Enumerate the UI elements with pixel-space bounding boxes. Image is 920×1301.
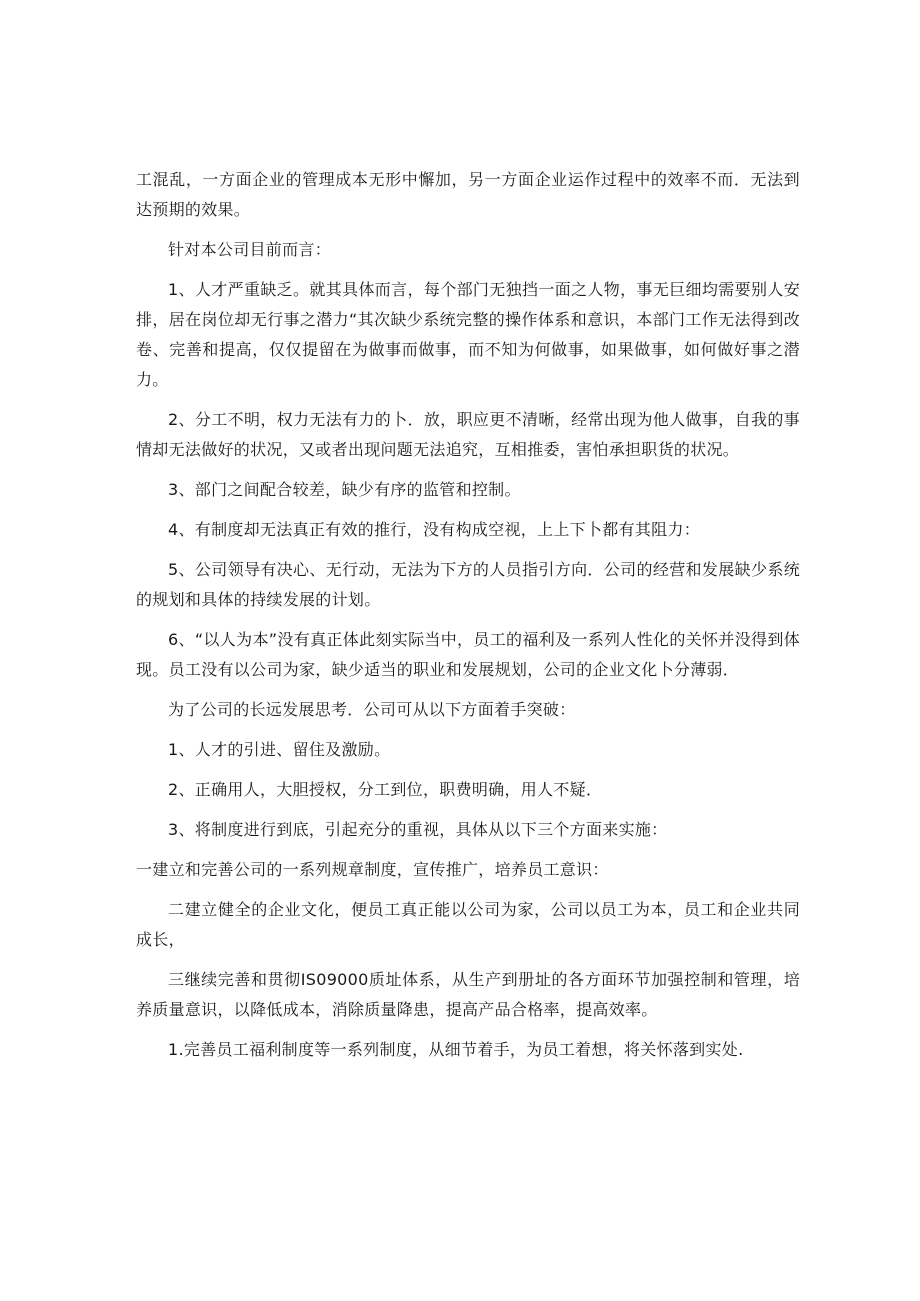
paragraph-solution-1: 1、人才的引进、留住及激励。 [168, 740, 391, 759]
paragraph-issue-4: 4、有制度却无法真正有效的推行，没有构成空视，上上下卜都有其阻力： [168, 520, 701, 539]
paragraph-issue-2: 2、分工不明，权力无法有力的卜．放，职应更不清晰，经常出现为他人做事，自我的事情却无法做好的状况，又或者出现问题无法追究，互相推委，害怕承担职货的状况。 [136, 410, 800, 459]
paragraph-solution-2: 2、正确用人，大胆授权，分工到位，职费明确，用人不疑． [168, 780, 603, 799]
paragraph-issue-5: 5、公司领导有决心、无行动，无法为下方的人员指引方向．公司的经营和发展缺少系统的规划和具体的持续发展的计划。 [136, 560, 800, 609]
paragraph-issue-1: 1、人才严重缺乏。就其具体而言，每个部门无独挡一面之人物，事无巨细均需要别人安排，居在岗位却无行事之潜力“其次缺少系统完整的操作体系和意识，本部门工作无法得到改卷、完善和提高，仅仅提留在为做事而做事，而不知为何做事，如果做事，如何做好事之潜力。 [136, 280, 800, 389]
paragraph-issue-3: 3、部门之间配合较差，缺少有序的监管和控制。 [168, 480, 521, 499]
paragraph-sub-1: 一建立和完善公司的一系列规章制度，宣传推广，培养员工意识： [136, 860, 609, 879]
paragraph-sub-2: 二建立健全的企业文化，便员工真正能以公司为家，公司以员工为本，员工和企业共同成长， [136, 900, 800, 949]
paragraph-solution-3: 3、将制度进行到底，引起充分的重视，具体从以下三个方面来实施： [168, 820, 668, 839]
paragraph-welfare: 1.完善员工福利制度等一系列制度，从细节着手，为员工着想，将关怀落到实处. [168, 1040, 744, 1059]
paragraph-sub-3: 三继续完善和贯彻IS09000质址体系，从生产到册址的各方面环节加强控制和管理，培养质量意识，以降低成本，消除质量降患，提高产品合格率，提高效率。 [136, 970, 800, 1019]
paragraph-issue-6: 6、“以人为本”没有真正体此刻实际当中，员工的福利及一系列人性化的关怀并没得到体现。员工没有以公司为家，缺少适当的职业和发展规划，公司的企业文化卜分薄弱． [136, 630, 800, 679]
paragraph-solutions-intro: 为了公司的长远发展思考．公司可从以下方面着手突破： [168, 700, 576, 719]
paragraph-intro: 针对本公司目前而言： [168, 240, 332, 259]
paragraph-continuation: 工混乱，一方面企业的管理成本无形中懈加，另一方面企业运作过程中的效率不而．无法到达预期的效果。 [136, 170, 800, 219]
